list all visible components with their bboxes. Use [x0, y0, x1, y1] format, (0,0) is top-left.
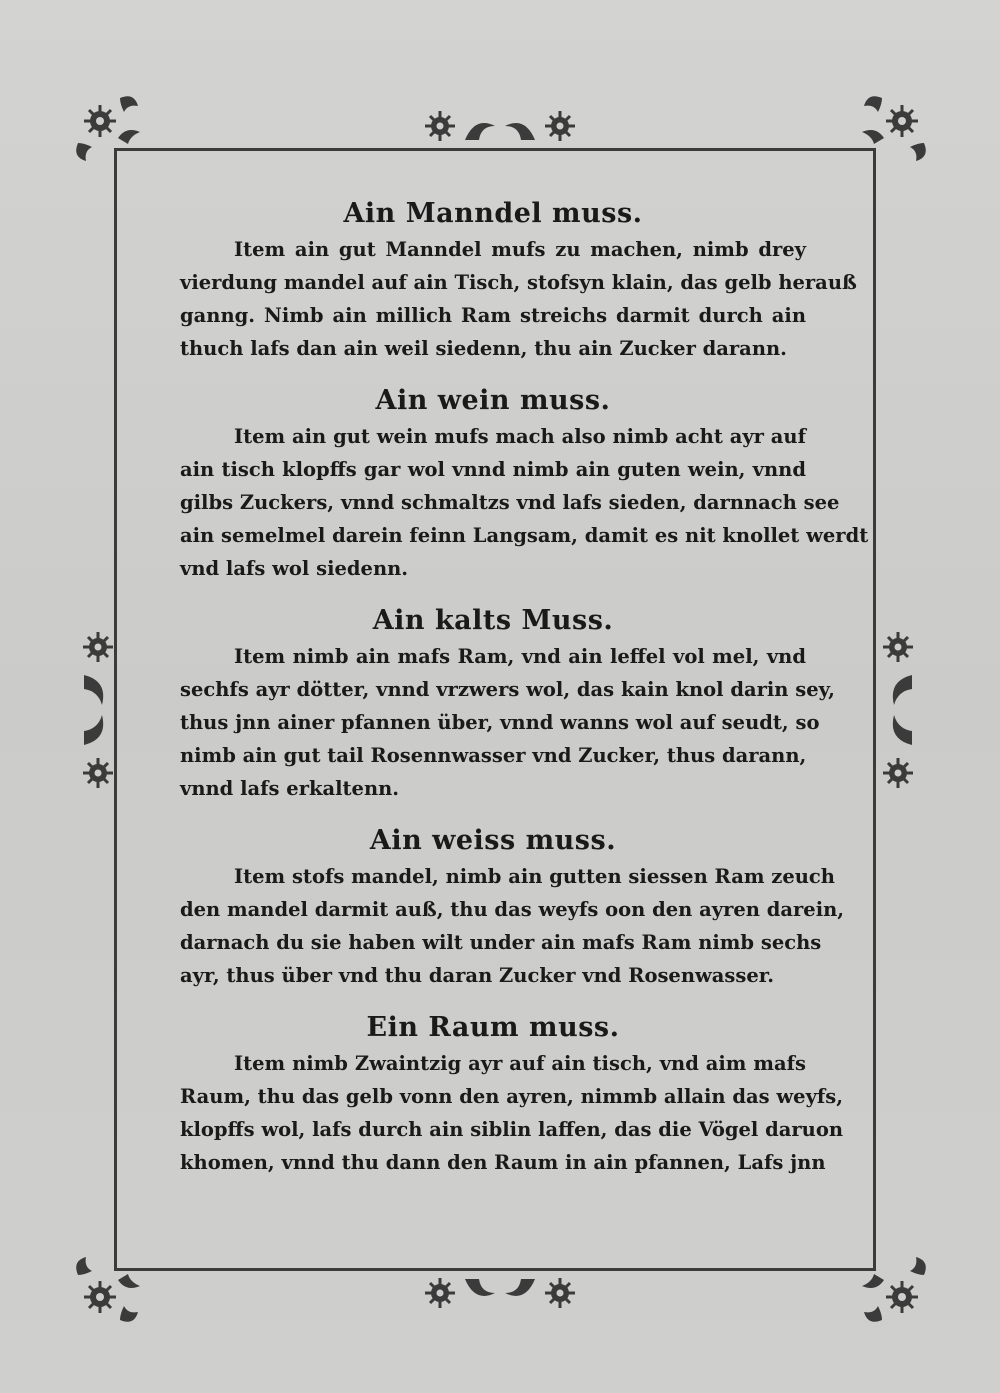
text-line: ganng. Nimb ain millich Ram streichs darmit durch ain [180, 304, 806, 327]
bottom-right-ornament-icon [832, 1240, 932, 1330]
section-heading: Ain weiss muss. [369, 825, 617, 856]
text-line: ain tisch klopffs gar wol vnnd nimb ain guten wein, vnnd [180, 458, 806, 481]
bottom-left-ornament-icon [70, 1240, 170, 1330]
section-manndel [180, 198, 857, 365]
section-wein [180, 385, 869, 585]
section-weiss [180, 825, 845, 992]
text-line: sechfs ayr dötter, vnnd vrzwers wol, das kain knol darin sey, [180, 678, 835, 701]
text-line: ayr, thus über vnd thu daran Zucker vnd Rosenwasser. [180, 964, 775, 987]
section-paragraph [180, 860, 845, 992]
text-line: Item nimb ain mafs Ram, vnd ain leffel vol mel, vnd [234, 645, 806, 668]
section-kalts [180, 605, 835, 805]
text-line: den mandel darmit auß, thu das weyfs oon den ayren darein, [180, 898, 845, 921]
text-line: thuch lafs dan ain weil siedenn, thu ain Zucker darann. [180, 337, 787, 360]
section-raum [180, 1012, 844, 1179]
text-line: nimb ain gut tail Rosennwasser vnd Zucker, thus darann, [180, 744, 807, 767]
text-line: vnd lafs wol siedenn. [180, 557, 409, 580]
top-left-ornament-icon [70, 88, 170, 178]
text-line: klopffs wol, lafs durch ain siblin laffen, das die Vögel daruon [180, 1118, 844, 1141]
section-heading: Ain kalts Muss. [372, 605, 614, 636]
section-heading: Ain wein muss. [375, 385, 611, 416]
section-heading: Ein Raum muss. [366, 1012, 620, 1043]
text-line: thus jnn ainer pfannen über, vnnd wanns wol auf seudt, so [180, 711, 820, 734]
text-line: vierdung mandel auf ain Tisch, stofsyn klain, das gelb herauß [180, 271, 857, 294]
top-center-ornament-icon [410, 104, 590, 148]
text-line: Item ain gut wein mufs mach also nimb acht ayr auf [234, 425, 806, 448]
section-paragraph [180, 640, 835, 805]
text-line: darnach du sie haben wilt under ain mafs Ram nimb sechs [180, 931, 822, 954]
text-line: khomen, vnnd thu dann den Raum in ain pfannen, Lafs jnn [180, 1151, 826, 1174]
right-middle-ornament-icon [870, 625, 920, 795]
section-heading: Ain Manndel muss. [343, 198, 643, 229]
text-line: Item nimb Zwaintzig ayr auf ain tisch, vnd aim mafs [234, 1052, 806, 1075]
bottom-center-ornament-icon [410, 1271, 590, 1315]
recipe-text [180, 198, 869, 1199]
text-line: Raum, thu das gelb vonn den ayren, nimmb allain das weyfs, [180, 1085, 844, 1108]
text-line: ain semelmel darein feinn Langsam, damit es nit knollet werdt [180, 524, 869, 547]
section-paragraph [180, 420, 869, 585]
text-line: vnnd lafs erkaltenn. [180, 777, 400, 800]
text-line: gilbs Zuckers, vnnd schmaltzs vnd lafs sieden, darnnach see [180, 491, 840, 514]
text-line: Item stofs mandel, nimb ain gutten siessen Ram zeuch [234, 865, 835, 888]
section-paragraph [180, 233, 857, 365]
top-right-ornament-icon [832, 88, 932, 178]
left-middle-ornament-icon [76, 625, 126, 795]
section-paragraph [180, 1047, 844, 1179]
text-line: Item ain gut Manndel mufs zu machen, nimb drey [234, 238, 806, 261]
